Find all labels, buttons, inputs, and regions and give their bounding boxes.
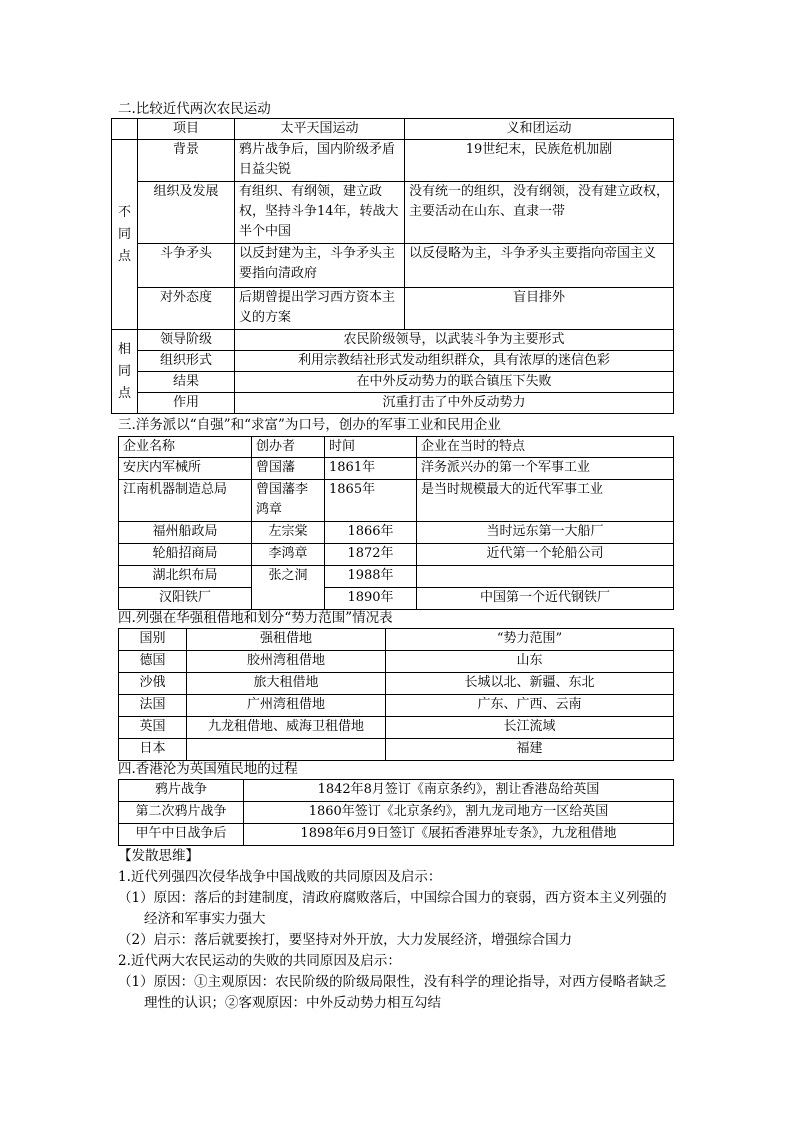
notes-heading: 【发散思维】	[118, 848, 199, 864]
question-1: 1.近代列强四次侵华战争中国战败的共同原因及启示：	[118, 869, 442, 885]
label-char: 同	[117, 226, 131, 242]
westernization-enterprise-table	[118, 436, 674, 610]
founder: 左宗棠	[252, 522, 325, 544]
header-cell: 时间	[325, 437, 417, 458]
common-cell: 利用宗教结社形式发动组织群众，具有浓厚的迷信色彩	[235, 351, 674, 372]
lease-sphere-table	[118, 628, 674, 761]
table-row	[112, 330, 674, 351]
table-row	[112, 288, 674, 330]
taiping-cell: 鸦片战争后，国内阶级矛盾日益尖锐	[235, 140, 405, 182]
founding-year: 1866年	[325, 522, 417, 544]
event-cell: 甲午中日战争后	[119, 824, 244, 846]
founder: 曾国藩李鸿章	[252, 480, 325, 522]
section-3-title: 三.洋务派以“自强”和“求富”为口号，创办的军事工业和民用企业	[118, 417, 501, 433]
lease-cell	[187, 739, 386, 761]
item-cell: 结果	[138, 372, 235, 393]
similarity-label	[112, 330, 138, 414]
founder: 李鸿章	[252, 544, 325, 566]
taiping-cell: 有组织、有纲领，建立政权，坚持斗争14年，转战大半个中国	[235, 182, 405, 244]
answer-1-lesson: （2）启示：落后就要挨打，要坚持对外开放，大力发展经济，增强综合国力	[118, 932, 573, 948]
table-row	[119, 673, 674, 695]
treaty-cell: 1842年8月签订《南京条约》，割让香港岛给英国	[244, 780, 674, 802]
enterprise-name: 江南机器制造总局	[119, 480, 252, 522]
table-row	[112, 351, 674, 372]
label-char: 不	[117, 204, 131, 220]
sphere-cell: 长江流域	[386, 717, 674, 739]
table-row	[112, 182, 674, 244]
header-cell: 项目	[138, 119, 235, 140]
common-cell: 农民阶级领导，以武装斗争为主要形式	[235, 330, 674, 351]
table-row	[119, 717, 674, 739]
yihetuan-cell: 盲目排外	[405, 288, 674, 330]
table-row	[119, 651, 674, 673]
header-cell: 义和团运动	[405, 119, 674, 140]
item-cell: 组织及发展	[138, 182, 235, 244]
lease-cell: 广州湾租借地	[187, 695, 386, 717]
treaty-cell: 1898年6月9日签订《展拓香港界址专条》，九龙租借地	[244, 824, 674, 846]
founding-year: 1988年	[325, 566, 417, 588]
corner-cell	[112, 119, 138, 140]
event-cell: 鸦片战争	[119, 780, 244, 802]
enterprise-feature: 近代第一个轮船公司	[417, 544, 674, 566]
answer-2-reason: （1）原因：①主观原因：农民阶级的阶级局限性，没有科学的理论指导，对西方侵略者缺乏理性的认识；②客观原因：中外反动势力相互勾结	[118, 974, 667, 1011]
enterprise-feature: 当时远东第一大船厂	[417, 522, 674, 544]
country-cell: 沙俄	[119, 673, 187, 695]
item-cell: 领导阶级	[138, 330, 235, 351]
label-char: 同	[117, 363, 131, 379]
table-row	[119, 522, 674, 544]
table-row	[119, 695, 674, 717]
label-char: 点	[117, 248, 131, 264]
table-row	[119, 739, 674, 761]
header-cell: 强租借地	[187, 629, 386, 651]
section-5-title: 四.香港沦为英国殖民地的过程	[118, 761, 298, 777]
taiping-cell: 后期曾提出学习西方资本主义的方案	[235, 288, 405, 330]
table-header-row	[112, 119, 674, 140]
question-2: 2.近代两大农民运动的失败的共同原因及启示：	[118, 953, 401, 969]
yihetuan-cell: 没有统一的组织，没有纲领，没有建立政权，主要活动在山东、直隶一带	[405, 182, 674, 244]
founding-year: 1872年	[325, 544, 417, 566]
header-cell: 企业在当时的特点	[417, 437, 674, 458]
enterprise-feature	[417, 566, 674, 588]
section-4-title: 四.列强在华强租借地和划分“势力范围”情况表	[118, 610, 393, 626]
country-cell: 英国	[119, 717, 187, 739]
lease-cell: 旅大租借地	[187, 673, 386, 695]
founding-year: 1890年	[325, 588, 417, 610]
founder: 张之洞	[252, 566, 325, 610]
table-row	[112, 372, 674, 393]
label-char: 点	[117, 385, 131, 401]
header-cell: 国别	[119, 629, 187, 651]
item-cell: 背景	[138, 140, 235, 182]
table-header-row	[119, 629, 674, 651]
answer-1-reason: （1）原因：落后的封建制度，清政府腐败落后，中国综合国力的衰弱，西方资本主义列强的经济和军事实力强大	[118, 890, 667, 927]
enterprise-feature: 洋务派兴办的第一个军事工业	[417, 458, 674, 480]
header-cell: “势力范围”	[386, 629, 674, 651]
sphere-cell: 广东、广西、云南	[386, 695, 674, 717]
label-char: 相	[117, 341, 131, 357]
table-row	[119, 544, 674, 566]
founding-year: 1865年	[325, 480, 417, 522]
table-header-row	[119, 437, 674, 458]
table-row	[119, 480, 674, 522]
difference-label	[112, 140, 138, 330]
header-cell: 企业名称	[119, 437, 252, 458]
table-row	[112, 393, 674, 414]
common-cell: 在中外反动势力的联合镇压下失败	[235, 372, 674, 393]
enterprise-name: 轮船招商局	[119, 544, 252, 566]
enterprise-feature: 中国第一个近代钢铁厂	[417, 588, 674, 610]
sphere-cell: 福建	[386, 739, 674, 761]
common-cell: 沉重打击了中外反动势力	[235, 393, 674, 414]
item-cell: 组织形式	[138, 351, 235, 372]
yihetuan-cell: 19世纪末，民族危机加剧	[405, 140, 674, 182]
table-row	[112, 244, 674, 288]
enterprise-name: 湖北织布局	[119, 566, 252, 588]
founding-year: 1861年	[325, 458, 417, 480]
section-2-title: 二.比较近代两次农民运动	[118, 101, 271, 117]
lease-cell: 九龙租借地、威海卫租借地	[187, 717, 386, 739]
country-cell: 法国	[119, 695, 187, 717]
header-cell: 创办者	[252, 437, 325, 458]
table-row	[119, 780, 674, 802]
enterprise-name: 福州船政局	[119, 522, 252, 544]
sphere-cell: 山东	[386, 651, 674, 673]
founder: 曾国藩	[252, 458, 325, 480]
table-row	[119, 588, 674, 610]
table-row	[119, 802, 674, 824]
treaty-cell: 1860年签订《北京条约》，割九龙司地方一区给英国	[244, 802, 674, 824]
table-row	[119, 566, 674, 588]
table-row	[119, 824, 674, 846]
enterprise-feature: 是当时规模最大的近代军事工业	[417, 480, 674, 522]
lease-cell: 胶州湾租借地	[187, 651, 386, 673]
table-row	[112, 140, 674, 182]
item-cell: 对外态度	[138, 288, 235, 330]
table-row	[119, 458, 674, 480]
hongkong-colony-table	[118, 779, 674, 846]
sphere-cell: 长城以北、新疆、东北	[386, 673, 674, 695]
country-cell: 德国	[119, 651, 187, 673]
country-cell: 日本	[119, 739, 187, 761]
yihetuan-cell: 以反侵略为主，斗争矛头主要指向帝国主义	[405, 244, 674, 288]
enterprise-name: 安庆内军械所	[119, 458, 252, 480]
divergent-thinking-notes	[118, 846, 678, 1014]
item-cell: 斗争矛头	[138, 244, 235, 288]
enterprise-name: 汉阳铁厂	[119, 588, 252, 610]
event-cell: 第二次鸦片战争	[119, 802, 244, 824]
taiping-cell: 以反封建为主，斗争矛头主要指向清政府	[235, 244, 405, 288]
peasant-movement-table	[111, 118, 674, 414]
header-cell: 太平天国运动	[235, 119, 405, 140]
item-cell: 作用	[138, 393, 235, 414]
